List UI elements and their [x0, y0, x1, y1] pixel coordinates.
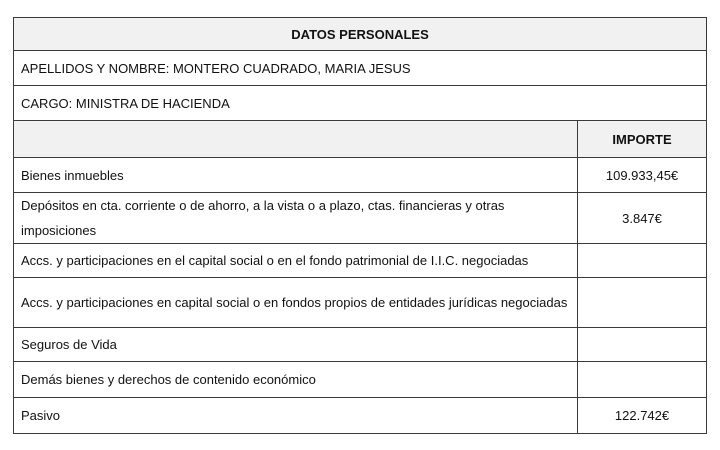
row-amount: 109.933,45€	[578, 158, 707, 193]
row-amount	[578, 328, 707, 362]
row-label: Pasivo	[14, 398, 578, 434]
table-row	[14, 398, 707, 434]
table-row	[14, 193, 707, 244]
row-amount	[578, 244, 707, 278]
table-row	[14, 244, 707, 278]
row-label: Depósitos en cta. corriente o de ahorro, a la vista o a plazo, ctas. financieras y otras imposiciones	[14, 193, 578, 244]
row-label: Bienes inmuebles	[14, 158, 578, 193]
section-title: DATOS PERSONALES	[14, 18, 707, 51]
name-line: APELLIDOS Y NOMBRE: MONTERO CUADRADO, MARIA JESUS	[14, 51, 707, 86]
personal-data-table	[13, 17, 707, 434]
row-amount	[578, 362, 707, 398]
row-amount: 122.742€	[578, 398, 707, 434]
table-row	[14, 362, 707, 398]
table-row	[14, 278, 707, 328]
row-label: Accs. y participaciones en el capital social o en el fondo patrimonial de I.I.C. negociadas	[14, 244, 578, 278]
position-line: CARGO: MINISTRA DE HACIENDA	[14, 86, 707, 121]
row-label: Seguros de Vida	[14, 328, 578, 362]
amount-column-header: IMPORTE	[578, 121, 707, 158]
row-amount	[578, 278, 707, 328]
concept-column-header	[14, 121, 578, 158]
row-amount: 3.847€	[578, 193, 707, 244]
row-label: Demás bienes y derechos de contenido económico	[14, 362, 578, 398]
table-row	[14, 158, 707, 193]
row-label: Accs. y participaciones en capital social o en fondos propios de entidades jurídicas negociadas	[14, 278, 578, 328]
table-row	[14, 328, 707, 362]
